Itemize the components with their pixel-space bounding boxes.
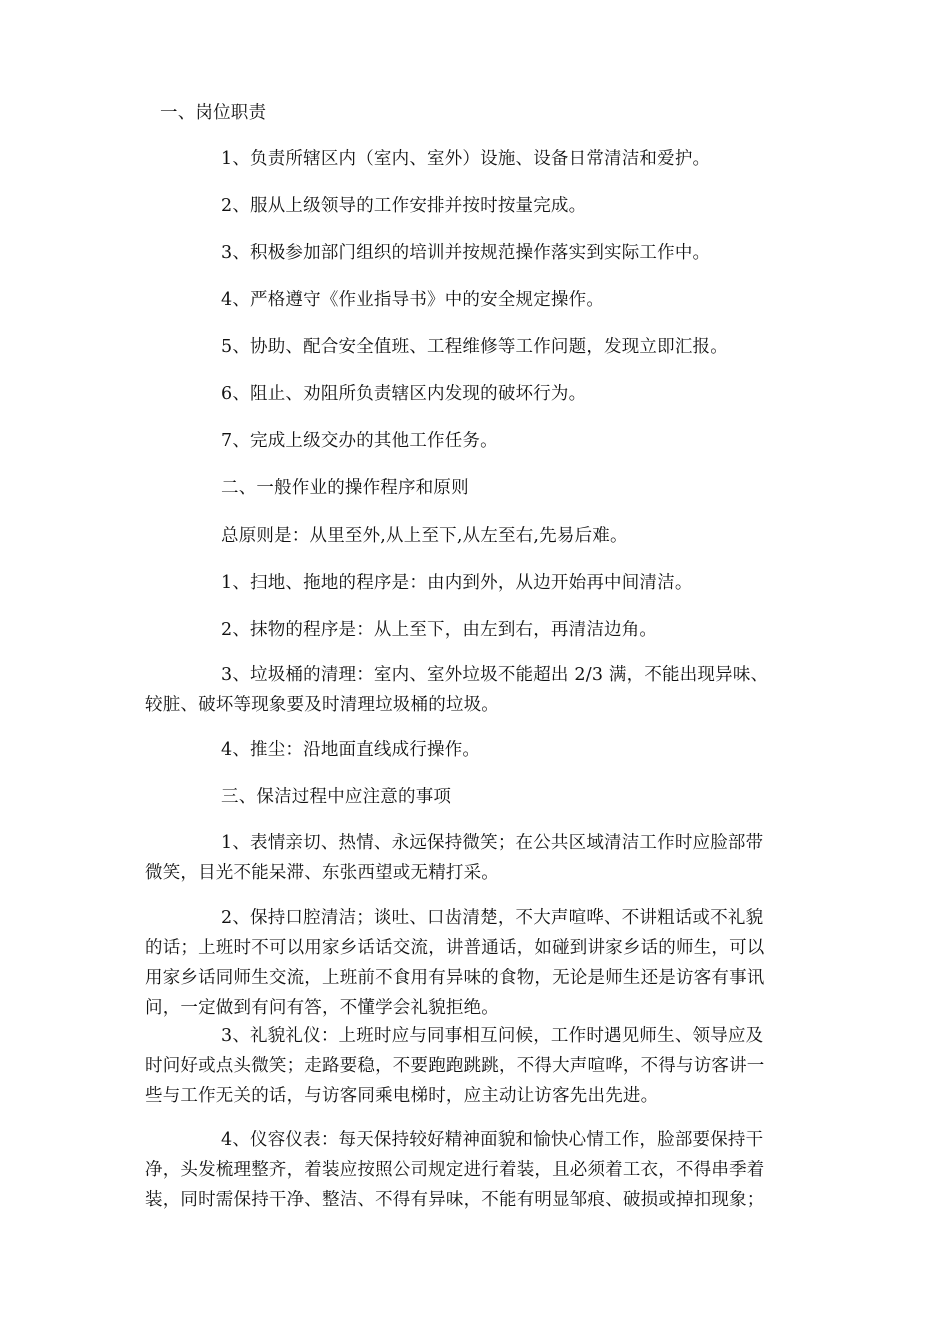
procedure-item-4: 4、推尘：沿地面直线成行操作。 [221,740,481,760]
duty-item-1: 1、负责所辖区内（室内、室外）设施、设备日常清洁和爱护。 [221,149,711,169]
notice-item-1 [145,828,763,888]
procedure-item-3-line-2: 较脏、破坏等现象要及时清理垃圾桶的垃圾。 [145,695,499,715]
section1-heading: 一、岗位职责 [160,103,267,123]
notice-item-2-line-4: 问，一定做到有问有答，不懂学会礼貌拒绝。 [145,998,499,1018]
notice-item-4-line-3: 装，同时需保持干净、整洁、不得有异味，不能有明显邹痕、破损或掉扣现象； [145,1190,765,1210]
notice-item-2-line-3: 用家乡话同师生交流，上班前不食用有异味的食物，无论是师生还是访客有事讯 [145,968,765,988]
notice-item-1-line-1: 1、表情亲切、热情、永远保持微笑；在公共区域清洁工作时应脸部带 [221,833,764,853]
notice-item-3-line-1: 3、礼貌礼仪：上班时应与同事相互问候，工作时遇见师生、领导应及 [221,1026,764,1046]
section2-heading: 二、一般作业的操作程序和原则 [221,478,469,498]
notice-item-4 [145,1125,765,1215]
procedure-item-1: 1、扫地、拖地的程序是：由内到外，从边开始再中间清洁。 [221,573,693,593]
duty-item-5: 5、协助、配合安全值班、工程维修等工作问题，发现立即汇报。 [221,337,728,357]
duty-item-7: 7、完成上级交办的其他工作任务。 [221,431,498,451]
notice-item-3 [145,1021,765,1111]
notice-item-2-line-1: 2、保持口腔清洁；谈吐、口齿清楚，不大声喧哗、不讲粗话或不礼貌 [221,908,764,928]
notice-item-2 [145,903,765,1023]
duty-item-6: 6、阻止、劝阻所负责辖区内发现的破坏行为。 [221,384,587,404]
notice-item-3-line-2: 时问好或点头微笑；走路要稳，不要跑跑跳跳，不得大声喧哗，不得与访客讲一 [145,1056,765,1076]
duty-item-4: 4、严格遵守《作业指导书》中的安全规定操作。 [221,290,605,310]
procedure-item-2: 2、抹物的程序是：从上至下，由左到右，再清洁边角。 [221,620,658,640]
notice-item-3-line-3: 些与工作无关的话，与访客同乘电梯时，应主动让访客先出先进。 [145,1086,659,1106]
general-principle: 总原则是：从里至外,从上至下,从左至右,先易后难。 [221,526,628,546]
duty-item-3: 3、积极参加部门组织的培训并按规范操作落实到实际工作中。 [221,243,711,263]
notice-item-1-line-2: 微笑，目光不能呆滞、东张西望或无精打采。 [145,863,499,883]
procedure-item-3-line-1: 3、垃圾桶的清理：室内、室外垃圾不能超出 2/3 满，不能出现异味、 [221,665,769,685]
procedure-item-3 [145,660,768,720]
section3-heading: 三、保洁过程中应注意的事项 [221,787,452,807]
duty-item-2: 2、服从上级领导的工作安排并按时按量完成。 [221,196,587,216]
notice-item-2-line-2: 的话；上班时不可以用家乡话话交流，讲普通话，如碰到讲家乡话的师生，可以 [145,938,765,958]
notice-item-4-line-2: 净，头发梳理整齐，着装应按照公司规定进行着装，且必须着工衣，不得串季着 [145,1160,765,1180]
notice-item-4-line-1: 4、仪容仪表：每天保持较好精神面貌和愉快心情工作，脸部要保持干 [221,1130,764,1150]
